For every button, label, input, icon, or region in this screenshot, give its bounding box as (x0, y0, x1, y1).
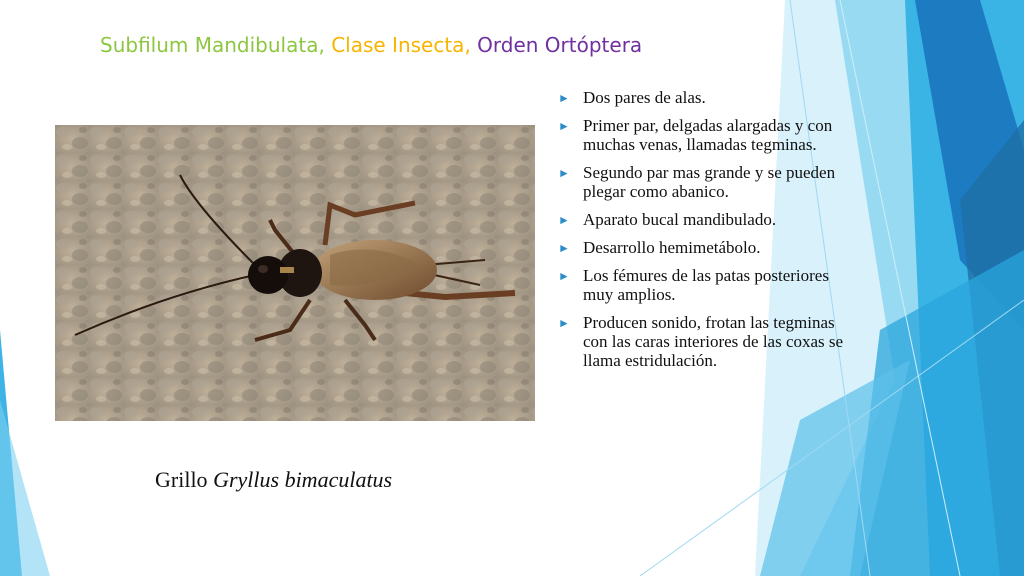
photo-caption (155, 467, 535, 493)
bullet-item (556, 163, 846, 201)
caption-scientific-name: Gryllus bimaculatus (213, 467, 393, 492)
bullet-text: Primer par, delgadas alargadas y con muchas venas, llamadas tegminas. (583, 116, 833, 154)
caption-common-name: Grillo (155, 467, 208, 492)
bullet-list (556, 88, 846, 379)
title-subfilum: Subfilum Mandibulata, (100, 33, 325, 57)
slide-title (100, 33, 800, 57)
bullet-item (556, 88, 846, 107)
bullet-item (556, 210, 846, 229)
bullet-text: Los fémures de las patas posteriores muy amplios. (583, 266, 829, 304)
title-clase: Clase Insecta, (331, 33, 471, 57)
bullet-text: Aparato bucal mandibulado. (583, 210, 777, 229)
bullet-item (556, 266, 846, 304)
bullet-text: Segundo par mas grande y se pueden plegar como abanico. (583, 163, 836, 201)
bullet-item (556, 116, 846, 154)
right-triangle-arrow-icon: ► (558, 91, 570, 105)
cricket-photo (55, 125, 535, 421)
bullet-item (556, 238, 846, 257)
bullet-text: Desarrollo hemimetábolo. (583, 238, 761, 257)
bullet-text: Producen sonido, frotan las tegminas con las caras interiores de las coxas se llama estridulación. (583, 313, 844, 370)
title-orden: Orden Ortóptera (477, 33, 643, 57)
bullet-text: Dos pares de alas. (583, 88, 706, 107)
right-triangle-arrow-icon: ► (558, 119, 570, 133)
right-triangle-arrow-icon: ► (558, 166, 570, 180)
right-triangle-arrow-icon: ► (558, 269, 570, 283)
right-triangle-arrow-icon: ► (558, 316, 570, 330)
bullet-item (556, 313, 846, 370)
right-triangle-arrow-icon: ► (558, 241, 570, 255)
right-triangle-arrow-icon: ► (558, 213, 570, 227)
